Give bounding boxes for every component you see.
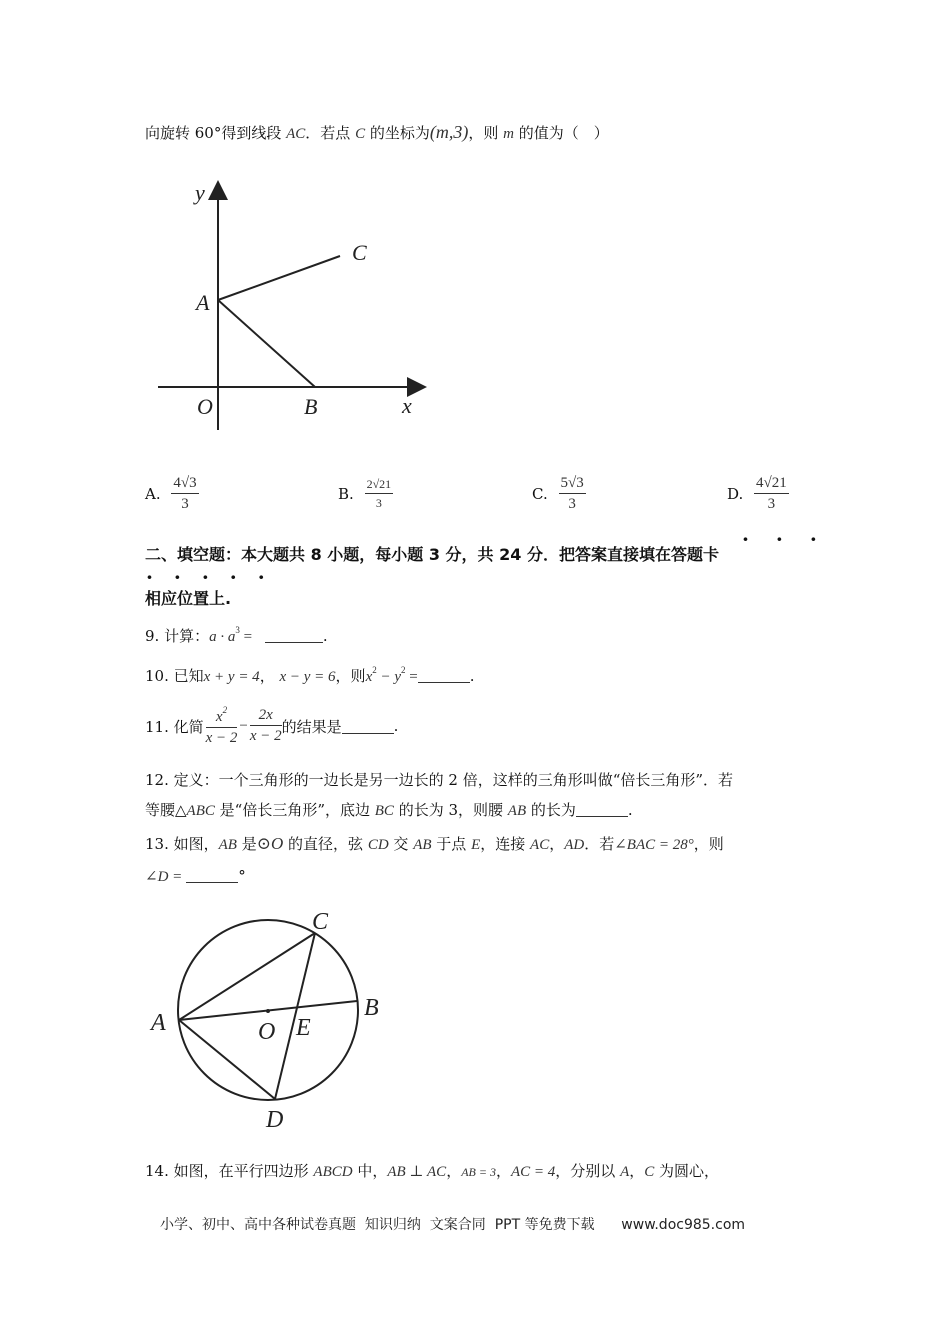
text: 的长为 3，则腰 xyxy=(393,801,508,819)
label-d: D xyxy=(266,1107,284,1133)
segment-ab xyxy=(218,300,315,387)
heading-emphasis: 答题卡 xyxy=(670,545,719,564)
text: ， xyxy=(259,667,275,685)
q-label: 9. 计算： xyxy=(145,627,210,645)
option-a xyxy=(145,475,199,513)
question-14 xyxy=(145,1160,719,1181)
label-c: C xyxy=(312,909,329,935)
math: BC xyxy=(374,803,394,819)
question-11 xyxy=(145,705,398,747)
question-9: 9. 计算：$a \cdot a^3$ = . xyxy=(145,625,328,645)
denominator: 3 xyxy=(375,496,382,510)
text: 是 xyxy=(236,835,257,853)
text: ，则 xyxy=(335,667,366,685)
label-o: O xyxy=(197,394,213,419)
text: . xyxy=(627,801,633,819)
text: ，连接 xyxy=(480,835,531,853)
math: ABC xyxy=(186,803,215,819)
text: ，分别以 xyxy=(555,1162,621,1180)
answer-blank[interactable] xyxy=(186,868,238,883)
option-b xyxy=(338,477,393,511)
option-label: C. xyxy=(532,485,548,503)
label-e: E xyxy=(296,1015,311,1041)
math: AB xyxy=(413,837,432,853)
math: ABCD xyxy=(313,1164,353,1180)
text: ．若 xyxy=(584,835,615,853)
label-x: x xyxy=(402,393,412,418)
text: 的结果是 xyxy=(281,717,342,736)
text: ．若点 xyxy=(305,124,356,142)
denominator: 3 xyxy=(767,496,776,512)
exponent: 2 xyxy=(372,665,377,675)
math: m xyxy=(503,126,514,142)
answer-blank[interactable] xyxy=(418,668,470,683)
page-footer xyxy=(160,1214,745,1234)
denominator: x − 2 xyxy=(249,728,282,744)
text: 是“倍长三角形”，底边 xyxy=(214,801,375,819)
math: A xyxy=(620,1164,630,1180)
question-12-line1 xyxy=(145,769,733,790)
text: 为圆心， xyxy=(654,1162,720,1180)
text: . xyxy=(469,667,475,685)
label-b: B xyxy=(304,394,318,419)
text: 13. 如图， xyxy=(145,835,219,853)
label-o: O xyxy=(258,1019,276,1045)
exponent: 2 xyxy=(222,705,228,715)
numerator: 2x xyxy=(250,707,282,726)
math: x xyxy=(365,669,373,685)
math: AC xyxy=(530,837,550,853)
text: 的直径，弦 xyxy=(283,835,368,853)
heading-end: . xyxy=(225,589,232,608)
answer-blank[interactable] xyxy=(576,802,628,817)
question-10 xyxy=(145,665,475,686)
math: = xyxy=(405,669,418,685)
math: ⊙O xyxy=(256,834,284,853)
denominator: x − 2 xyxy=(205,730,238,746)
math: x − y = 6 xyxy=(279,669,336,685)
heading-emphasis: 相应位置上 xyxy=(145,589,226,608)
section-heading xyxy=(145,542,719,565)
math: − y xyxy=(376,669,402,685)
text: 12. 定义：一个三角形的一边长是另一边长的 2 倍，这样的三角形叫做“倍长三角形”．若 xyxy=(145,771,734,789)
denominator: 3 xyxy=(568,496,576,512)
emphasis-dots-2: · · · · · xyxy=(146,565,272,589)
question-13-line1 xyxy=(145,833,724,854)
numerator: x xyxy=(215,709,223,725)
math: AC xyxy=(286,126,306,142)
label-a: A xyxy=(196,290,210,315)
math: a · a xyxy=(209,629,236,645)
segment-ac xyxy=(218,256,340,300)
math: ∠D = xyxy=(145,869,183,885)
label-c: C xyxy=(352,240,367,265)
math: = xyxy=(239,629,253,645)
math: AB ⊥ AC xyxy=(387,1164,447,1180)
numerator: 4√3 xyxy=(171,475,198,494)
text: . xyxy=(393,717,399,735)
math: AC = 4 xyxy=(510,1164,556,1180)
option-label: D. xyxy=(727,485,744,503)
coord: (m,3) xyxy=(429,122,469,142)
math: C xyxy=(644,1164,655,1180)
text: 于点 xyxy=(431,835,472,853)
option-c xyxy=(532,475,586,513)
label-a: A xyxy=(151,1010,166,1036)
text: ，则 xyxy=(468,124,504,142)
q-label: 10. 已知 xyxy=(145,667,204,685)
math: AB xyxy=(218,837,237,853)
q-label: 11. 化简 xyxy=(145,717,204,736)
math: x + y = 4 xyxy=(203,669,260,685)
text: ，则 xyxy=(693,835,724,853)
math: AB xyxy=(507,803,527,819)
text: ， xyxy=(446,1162,462,1180)
question-13-line2 xyxy=(145,867,246,886)
text: 的长为 xyxy=(526,801,576,819)
math: C xyxy=(355,126,366,142)
heading-text: 二、填空题：本大题共 8 小题，每小题 3 分，共 24 分．把答案直接填在 xyxy=(145,545,671,564)
math: E xyxy=(471,837,481,853)
math: CD xyxy=(367,837,389,853)
text: ， xyxy=(495,1162,511,1180)
answer-blank[interactable] xyxy=(265,628,323,643)
footer-text: 小学、初中、高中各种试卷真题 知识归纳 文案合同 PPT 等免费下载 www.doc985.com xyxy=(160,1217,746,1233)
option-d xyxy=(727,475,789,513)
section-heading-2 xyxy=(145,586,231,609)
text: 交 xyxy=(388,835,414,853)
text: 的值为（ ） xyxy=(514,124,609,142)
math: AD xyxy=(564,837,585,853)
operator: − xyxy=(239,717,248,734)
q8-tail-line xyxy=(145,122,609,143)
math: ∠BAC = 28° xyxy=(614,837,694,853)
answer-blank[interactable] xyxy=(342,719,394,734)
denominator: 3 xyxy=(181,496,189,512)
question-12-line2 xyxy=(145,799,633,820)
text: 14. 如图，在平行四边形 xyxy=(145,1162,314,1180)
text: 向旋转 60°得到线段 xyxy=(145,124,287,142)
emphasis-dots-1: · · · xyxy=(742,527,827,551)
option-label: A. xyxy=(145,485,161,503)
text: ， xyxy=(629,1162,645,1180)
text: ° xyxy=(238,867,246,885)
text: ， xyxy=(549,835,565,853)
text: 中， xyxy=(352,1162,388,1180)
numerator: 4√21 xyxy=(754,475,789,494)
label-b: B xyxy=(364,995,379,1021)
numerator: 2√21 xyxy=(365,477,394,494)
option-label: B. xyxy=(338,485,354,503)
figure-axes xyxy=(150,170,440,440)
text: 的坐标为 xyxy=(365,124,430,142)
center-dot xyxy=(266,1009,270,1013)
figure-circle xyxy=(148,905,398,1135)
label-y: y xyxy=(195,180,205,205)
exponent: 3 xyxy=(235,625,240,635)
exponent: 2 xyxy=(401,665,406,675)
math: AB = 3 xyxy=(461,1165,496,1179)
numerator: 5√3 xyxy=(559,475,586,494)
text: 等腰△ xyxy=(145,801,187,819)
